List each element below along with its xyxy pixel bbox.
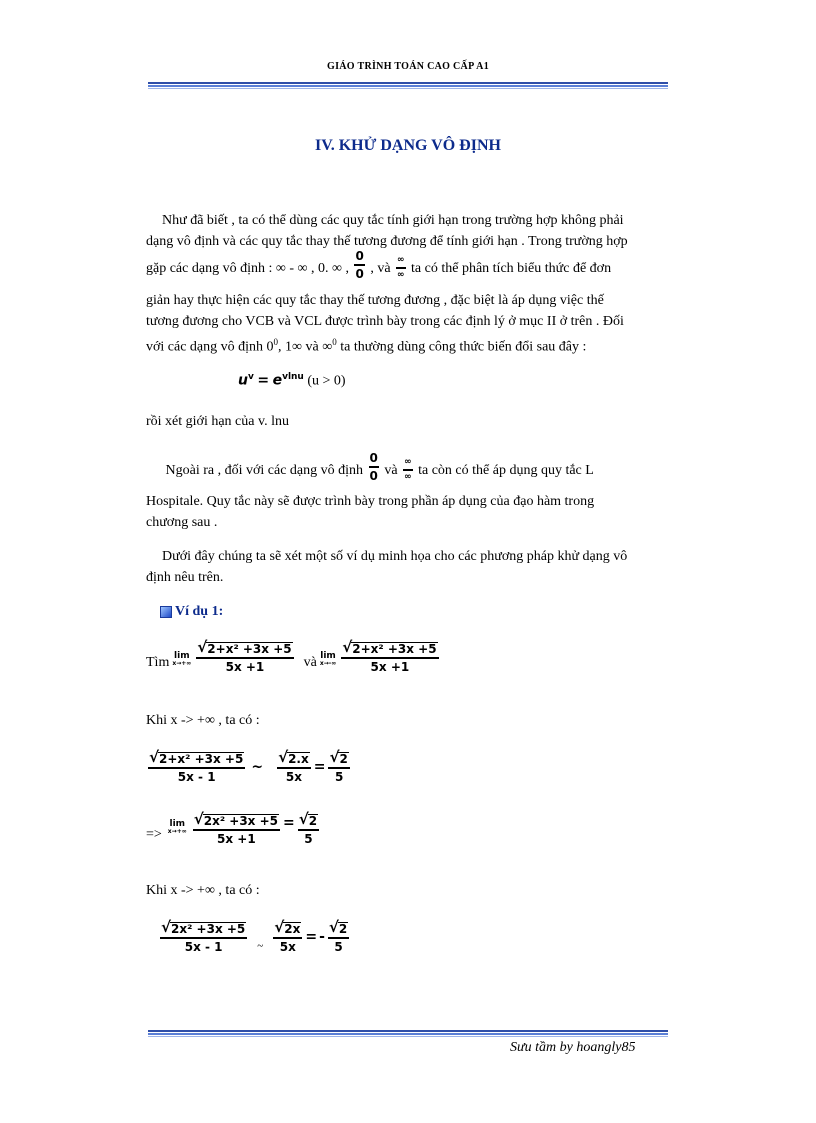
para1-line3-b: , và (370, 261, 391, 276)
para2-b: và (384, 463, 398, 478)
case2-equivalence: √ 2x² +3x +5 5x - 1 ~ √ 2x 5x = - √ 2 5 (161, 918, 348, 954)
para1-line5: tương đương cho VCB và VCL được trình bày trong các định lý ở mục II ở trên . Đối (146, 314, 624, 329)
para1-line3 (146, 250, 668, 280)
paragraph-2-cont (146, 491, 668, 533)
case2-mid-fraction: √ 2x 5x (274, 918, 301, 954)
case2-result-fraction: √ 2 5 (328, 918, 348, 954)
para1-line4: giản hay thực hiện các quy tắc thay thế tương đương , đặc biệt là áp dụng việc thế (146, 293, 604, 308)
para2-line2: Hospitale. Quy tắc này sẽ được trình bày trong phần áp dụng của đạo hàm trong (146, 494, 595, 509)
find-va: và (303, 655, 317, 670)
formula-condition: (u > 0) (307, 373, 346, 389)
para3-line2: định nêu trên. (146, 570, 224, 585)
implies-arrow: => (146, 827, 162, 842)
formula-exponential: $u^v = e^{vlnu}$ (u > 0) (238, 372, 346, 389)
result1-fraction: √ 2x² +3x +5 5x +1 (193, 810, 278, 846)
paragraph-3 (146, 546, 668, 588)
example-heading (160, 604, 223, 620)
para1-line3-c: ta có thể phân tích biểu thức để đơn (411, 261, 612, 276)
para3-line1: Dưới đây chúng ta sẽ xét một số ví dụ minh họa cho các phương pháp khử dạng vô (162, 549, 628, 564)
limit-operator: lim x→+∞ (172, 651, 192, 667)
para1-line6: với các dạng vô định $0^0$, 1∞ và ∞$^0$ ta thường dùng công thức biến đổi sau đây : (146, 337, 587, 355)
para1-line1: Như đã biết , ta có thể dùng các quy tắc tính giới hạn trong trường hợp không phải (162, 213, 624, 228)
para1-line2: dạng vô định và các quy tắc thay thế tương đương để tính giới hạn . Trong trường hợp (146, 234, 628, 249)
frac-numerator: ∞ (397, 255, 405, 265)
para2-c: ta còn có thể áp dụng quy tắc L (418, 463, 594, 478)
limit-operator: lim x→-∞ (319, 651, 337, 667)
find-tim: Tìm (146, 655, 170, 670)
frac-numerator: 0 (355, 249, 364, 263)
find-fraction-2: √ 2+x² +3x +5 5x +1 (342, 638, 437, 674)
footer-credit: Sưu tầm by hoangly85 (510, 1040, 636, 1055)
case1-mid-fraction: √ 2.x 5x (278, 748, 309, 784)
result1: => lim x→+∞ √ 2x² +3x +5 5x +1 = √ 2 5 (146, 810, 318, 846)
header-rule (148, 82, 668, 89)
result1-value-fraction: √ 2 5 (298, 810, 318, 846)
inf-over-inf-fraction: $\frac{\infty}{\infty}$ (404, 457, 412, 482)
example-label: Ví dụ 1: (175, 604, 224, 619)
paragraph-1 (146, 210, 668, 252)
case2-text: Khi x -> +∞ , ta có : (146, 883, 260, 898)
para1-line3-a: gặp các dạng vô định : ∞ - ∞ , 0. ∞ , (146, 261, 349, 276)
para2-line1 (146, 452, 668, 482)
case2-fraction: √ 2x² +3x +5 5x - 1 (161, 918, 246, 954)
frac-denominator: 0 (355, 267, 364, 281)
zero-over-zero-fraction: $\frac{0}{0}$ (369, 451, 378, 483)
inf-over-inf-fraction (396, 256, 406, 280)
zero-over-zero-fraction (354, 250, 364, 280)
paragraph-1-cont (146, 290, 668, 358)
case1-fraction: √ 2+x² +3x +5 5x - 1 (149, 748, 244, 784)
header-title: GIÁO TRÌNH TOÁN CAO CẤP A1 (327, 61, 489, 72)
para2-line3: chương sau . (146, 515, 218, 530)
find-fraction-1: √ 2+x² +3x +5 5x +1 (197, 638, 292, 674)
limit-operator: lim x→+∞ (167, 819, 187, 835)
frac-denominator: ∞ (397, 270, 405, 280)
find-limits (146, 640, 441, 673)
footer-rule (148, 1030, 668, 1037)
para2-a: Ngoài ra , đối với các dạng vô định (165, 463, 364, 478)
bullet-icon (160, 606, 172, 618)
case1-result-fraction: √ 2 5 (329, 748, 348, 784)
section-title: IV. KHỬ DẠNG VÔ ĐỊNH (315, 137, 501, 154)
case1-equivalence: √ 2+x² +3x +5 5x - 1 ~ √ 2.x 5x = √ 2 5 (149, 748, 348, 784)
line-after-formula: rồi xét giới hạn của v. lnu (146, 414, 289, 429)
case1-text: Khi x -> +∞ , ta có : (146, 713, 260, 728)
case2-sim: ~ (257, 939, 264, 952)
